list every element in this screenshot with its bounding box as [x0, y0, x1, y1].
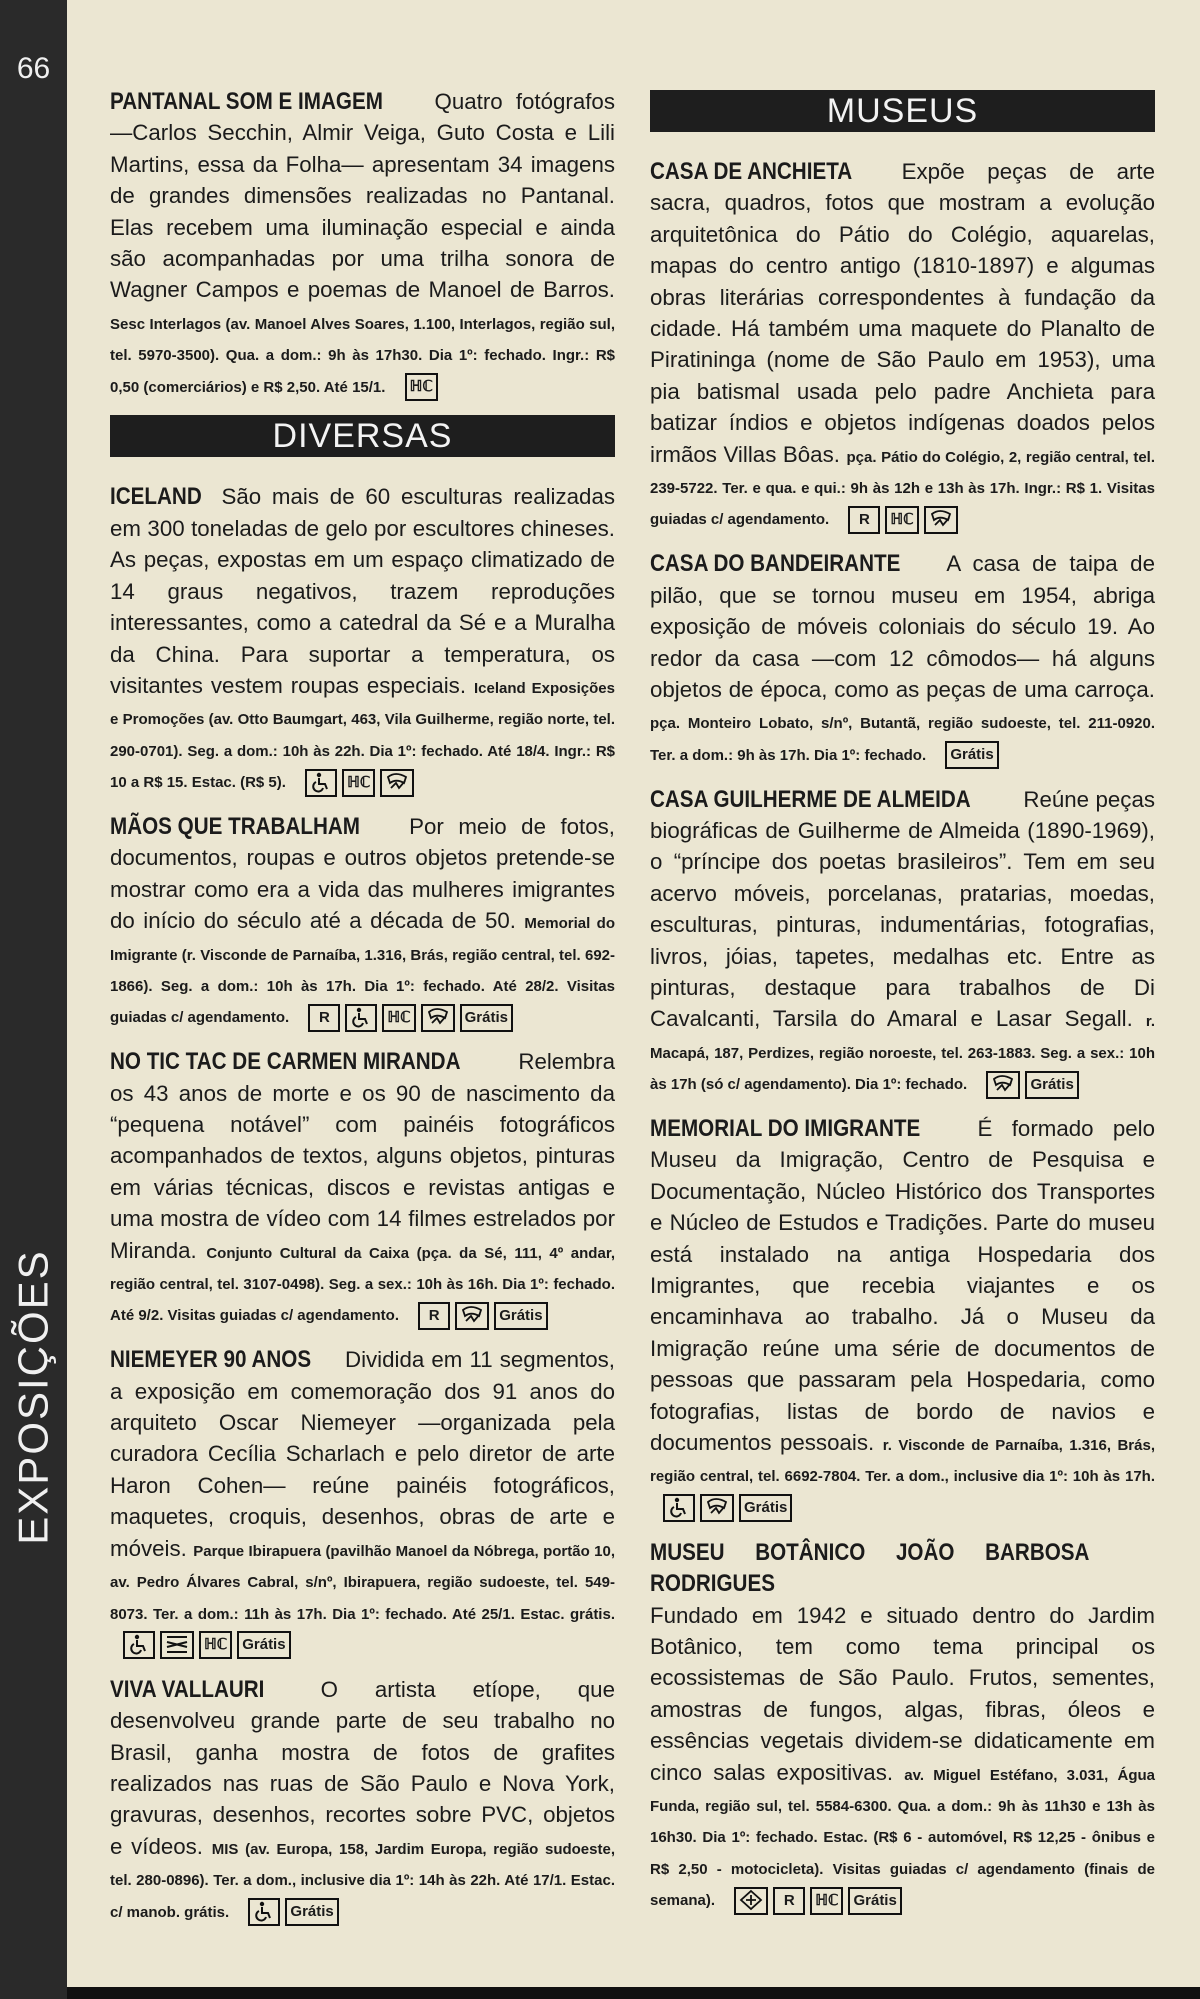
entry-name: MÃOS QUE TRABALHAM: [110, 812, 360, 840]
listing-entry: [650, 156, 1155, 534]
free-icon: Grátis: [285, 1898, 338, 1926]
entry-info: av. Miguel Estéfano, 3.031, Água Funda, região sul, tel. 5584-6300. Qua. a dom.: 9h às 11h30 e 13h às 16h30. Dia 1º: fechado. Estac. (R$ 6 - automóvel, R$ 12,25 - ônibus e R$ 2,50 - motocicleta). Visitas guiadas c/ agendamento (finais de semana).: [650, 1766, 1156, 1910]
bottom-rule: [67, 1987, 1200, 1999]
entry-description: Reúne peças biográficas de Guilherme de Almeida (1890-1969), o “príncipe dos poetas brasileiros”. Tem em seu acervo móveis, porcelanas, pratarias, moedas, esculturas, pinturas, indumentárias, fotografias, livros, jóias, tapetes, medalhas etc. Entre as pinturas, destaque para trabalhos de Di Cavalcanti, Tarsila do Amaral e Lasar Segall.: [650, 786, 1155, 1032]
restricted-icon: R: [773, 1887, 805, 1915]
shop-icon: [160, 1631, 194, 1659]
map-icon: [734, 1887, 768, 1915]
entry-name: ICELAND: [110, 483, 202, 511]
restaurant-icon: ℍℂ: [810, 1887, 843, 1915]
entry-icons: [118, 1628, 291, 1659]
right-column: [650, 86, 1155, 1929]
entry-icons: [413, 1299, 547, 1330]
section-header-museus: MUSEUS: [650, 90, 1155, 132]
entry-info: Memorial do Imigrante (r. Visconde de Parnaíba, 1.316, Brás, região central, tel. 692-1866). Seg. a dom.: 10h às 17h. Dia 1º: fechado. Até 28/2. Visitas guiadas c/ agendamento.: [110, 915, 615, 1027]
entry-icons: [981, 1068, 1078, 1099]
entry-description: Por meio de fotos, documentos, roupas e outros objetos pretende-se mostrar como era a vida das mulheres imigrantes do início do século até a década de 50.: [110, 813, 615, 934]
free-icon: Grátis: [460, 1004, 513, 1032]
entry-name: NO TIC TAC DE CARMEN MIRANDA: [110, 1048, 461, 1076]
entry-description: Relembra os 43 anos de morte e os 90 de nascimento da “pequena notável” com painéis fotográficos acompanhados de textos, alguns objetos, pinturas em várias técnicas, discos e revistas antigas e uma mostra de vídeo com 14 filmes estrelados por Miranda.: [110, 1049, 615, 1263]
accessible-icon: [123, 1631, 155, 1659]
entry-description: Expõe peças de arte sacra, quadros, fotos que mostram a evolução arquitetônica do Pátio do Colégio, aquarelas, mapas do centro antigo (1810-1897) e algumas obras literárias correspondentes à fundação da cidade. Há também uma maquete do Planalto de Piratininga (nome de São Paulo em 1953), uma pia batismal usada pelo padre Anchieta para batizar índios e objetos indígenas doados pelos irmãos Villas Bôas.: [650, 159, 1155, 467]
restaurant-icon: ℍℂ: [342, 769, 375, 797]
entry-info: r. Visconde de Parnaíba, 1.316, Brás, região central, tel. 6692-7804. Ter. a dom., inclusive dia 1º: 10h às 17h.: [650, 1437, 1155, 1486]
restaurant-icon: ℍℂ: [885, 506, 918, 534]
free-icon: Grátis: [1025, 1071, 1078, 1099]
accessible-icon: [663, 1494, 695, 1522]
free-icon: Grátis: [848, 1887, 901, 1915]
entry-icons: [658, 1491, 792, 1522]
entry-description: A casa de taipa de pilão, que se tornou museu em 1954, abriga exposição de móveis coloniais do século 19. Ao redor da casa —com 12 cômodos— há alguns objetos de época, como as peças de uma carroça.: [650, 551, 1155, 702]
entry-icons: [940, 738, 998, 769]
entry-info: r. Macapá, 187, Perdizes, região noroeste, tel. 263-1883. Seg. a sex.: 10h às 17h (só c/ agendamento). Dia 1º: fechado.: [650, 1013, 1155, 1094]
listing-entry: [110, 1046, 615, 1330]
restricted-icon: R: [308, 1004, 340, 1032]
entry-name: MEMORIAL DO IMIGRANTE: [650, 1115, 921, 1142]
entry-description: É formado pelo Museu da Imigração, Centro de Pesquisa e Documentação, Núcleo Histórico dos Transportes e Núcleo de Estudos e Tradições. Parte do museu está instalado na antiga Hospedaria dos Imigrantes, que recebia viajantes e os encaminhava ao trabalho. Já o Museu da Imigração reúne uma série de documentos de pessoas que passaram pela Hospedaria, como fotografias, listas de bordo de navios e documentos pessoais.: [650, 1116, 1155, 1456]
entry-icons: [400, 370, 438, 401]
restaurant-icon: ℍℂ: [382, 1004, 415, 1032]
entry-icons: [843, 503, 957, 534]
accessible-icon: [248, 1898, 280, 1926]
section-label: EXPOSIÇÕES: [9, 1249, 57, 1545]
entry-description: São mais de 60 esculturas realizadas em 300 toneladas de gelo por escultores chineses. As peças, expostas em um espaço climatizado de 14 graus negativos, trazem reproduções interessantes, como a catedral da Sé e a Muralha da China. Para suportar a temperatura, os visitantes vestem roupas especiais.: [110, 484, 616, 698]
entry-icons: [300, 766, 414, 797]
restaurant-icon: ℍℂ: [405, 373, 438, 401]
listing-entry: [650, 1113, 1155, 1523]
guided-icon: [380, 769, 414, 797]
entry-icons: [303, 1001, 513, 1032]
restricted-icon: R: [418, 1302, 450, 1330]
entry-name: MUSEU BOTÂNICO JOÃO BARBOSA RODRIGUES: [650, 1538, 1090, 1598]
entry-name: PANTANAL SOM E IMAGEM: [110, 88, 383, 115]
left-column: [110, 86, 615, 1940]
entry-icons: [243, 1895, 338, 1926]
restricted-icon: R: [848, 506, 880, 534]
free-icon: Grátis: [739, 1494, 792, 1522]
free-icon: Grátis: [494, 1302, 547, 1330]
section-header-diversas: DIVERSAS: [110, 415, 615, 457]
guided-icon: [986, 1071, 1020, 1099]
entry-name: CASA GUILHERME DE ALMEIDA: [650, 785, 971, 813]
entry-name: VIVA VALLAURI: [110, 1675, 265, 1703]
entry-description: Fundado em 1942 e situado dentro do Jardim Botânico, tem como tema principal os ecossistemas de São Paulo. Frutos, sementes, amostras de fungos, algas, fibras, óleos e essências vegetais dividem-se didaticamente em cinco salas expositivas.: [650, 1602, 1155, 1785]
listing-entry: [650, 548, 1155, 769]
restaurant-icon: ℍℂ: [199, 1631, 232, 1659]
entry-info: Sesc Interlagos (av. Manoel Alves Soares, 1.100, Interlagos, região sul, tel. 5970-3500). Qua. a dom.: 9h às 17h30. Dia 1º: fechado. Ingr.: R$ 0,50 (comerciários) e R$ 2,50. Até 15/1.: [110, 315, 615, 396]
guided-icon: [924, 506, 958, 534]
accessible-icon: [305, 769, 337, 797]
guided-icon: [700, 1494, 734, 1522]
entry-info: Parque Ibirapuera (pavilhão Manoel da Nóbrega, portão 10, av. Pedro Álvares Cabral, s/nº, Ibirapuera, região sudoeste, tel. 549-8073. Ter. a dom.: 11h às 17h. Dia 1º: fechado. Até 25/1. Estac. grátis.: [110, 1542, 615, 1623]
entry-name: CASA DO BANDEIRANTE: [650, 550, 901, 578]
entry-description: Dividida em 11 segmentos, a exposição em comemoração dos 91 anos do arquiteto Oscar Niemeyer —organizada pela curadora Cecília Scharlach e pelo diretor de arte Haron Cohen— reúne painéis fotográficos, maquetes, croquis, desenhos, obras de arte e móveis.: [110, 1347, 616, 1561]
entry-info: pça. Pátio do Colégio, 2, região central, tel. 239-5722. Ter. e qua. e qui.: 9h às 12h e 13h às 17h. Ingr.: R$ 1. Visitas guiadas c/ agendamento.: [650, 448, 1156, 529]
page-number: 66: [16, 52, 51, 85]
entry-info: pça. Monteiro Lobato, s/nº, Butantã, região sudoeste, tel. 211-0920. Ter. a dom.: 9h às 17h. Dia 1º: fechado.: [650, 715, 1155, 764]
entry-icons: [729, 1884, 902, 1915]
accessible-icon: [345, 1004, 377, 1032]
entry-info: Iceland Exposições e Promoções (av. Otto Baumgart, 463, Vila Guilherme, região norte, tel. 290-0701). Seg. a dom.: 10h às 22h. Dia 1º: fechado. Até 18/4. Ingr.: R$ 10 a R$ 15. Estac. (R$ 5).: [110, 679, 615, 792]
guided-icon: [421, 1004, 455, 1032]
page-sidebar: [0, 0, 67, 1999]
listing-entry: [650, 784, 1155, 1099]
listing-entry: [110, 811, 615, 1032]
entry-info: Conjunto Cultural da Caixa (pça. da Sé, 111, 4º andar, região central, tel. 3107-0498). Seg. a sex.: 10h às 16h. Dia 1º: fechado. Até 9/2. Visitas guiadas c/ agendamento.: [110, 1244, 615, 1325]
listing-entry: [110, 481, 615, 796]
free-icon: Grátis: [237, 1631, 290, 1659]
listing-entry: [110, 1674, 615, 1927]
entry-description: Quatro fotógrafos —Carlos Secchin, Almir Veiga, Guto Costa e Lili Martins, essa da Folha— apresentam 34 imagens de grandes dimensões realizadas no Pantanal. Elas recebem uma iluminação especial e ainda são acompanhadas por uma trilha sonora de Wagner Campos e poemas de Manoel de Barros.: [110, 89, 615, 303]
listing-entry: [110, 1344, 615, 1659]
free-icon: Grátis: [945, 741, 998, 769]
guided-icon: [455, 1302, 489, 1330]
entry-description: O artista etíope, que desenvolveu grande parte de seu trabalho no Brasil, ganha mostra de fotos de grafites realizados nas ruas de São Paulo e Nova York, gravuras, desenhos, recortes sobre PVC, objetos e vídeos.: [110, 1676, 615, 1859]
entry-info: MIS (av. Europa, 158, Jardim Europa, região sudoeste, tel. 280-0896). Ter. a dom., inclusive dia 1º: 14h às 22h. Até 17/1. Estac. c/ manob. grátis.: [110, 1840, 615, 1921]
listing-entry: [650, 1537, 1155, 1915]
listing-entry: [110, 86, 615, 401]
entry-name: NIEMEYER 90 ANOS: [110, 1346, 312, 1374]
entry-name: CASA DE ANCHIETA: [650, 158, 853, 185]
